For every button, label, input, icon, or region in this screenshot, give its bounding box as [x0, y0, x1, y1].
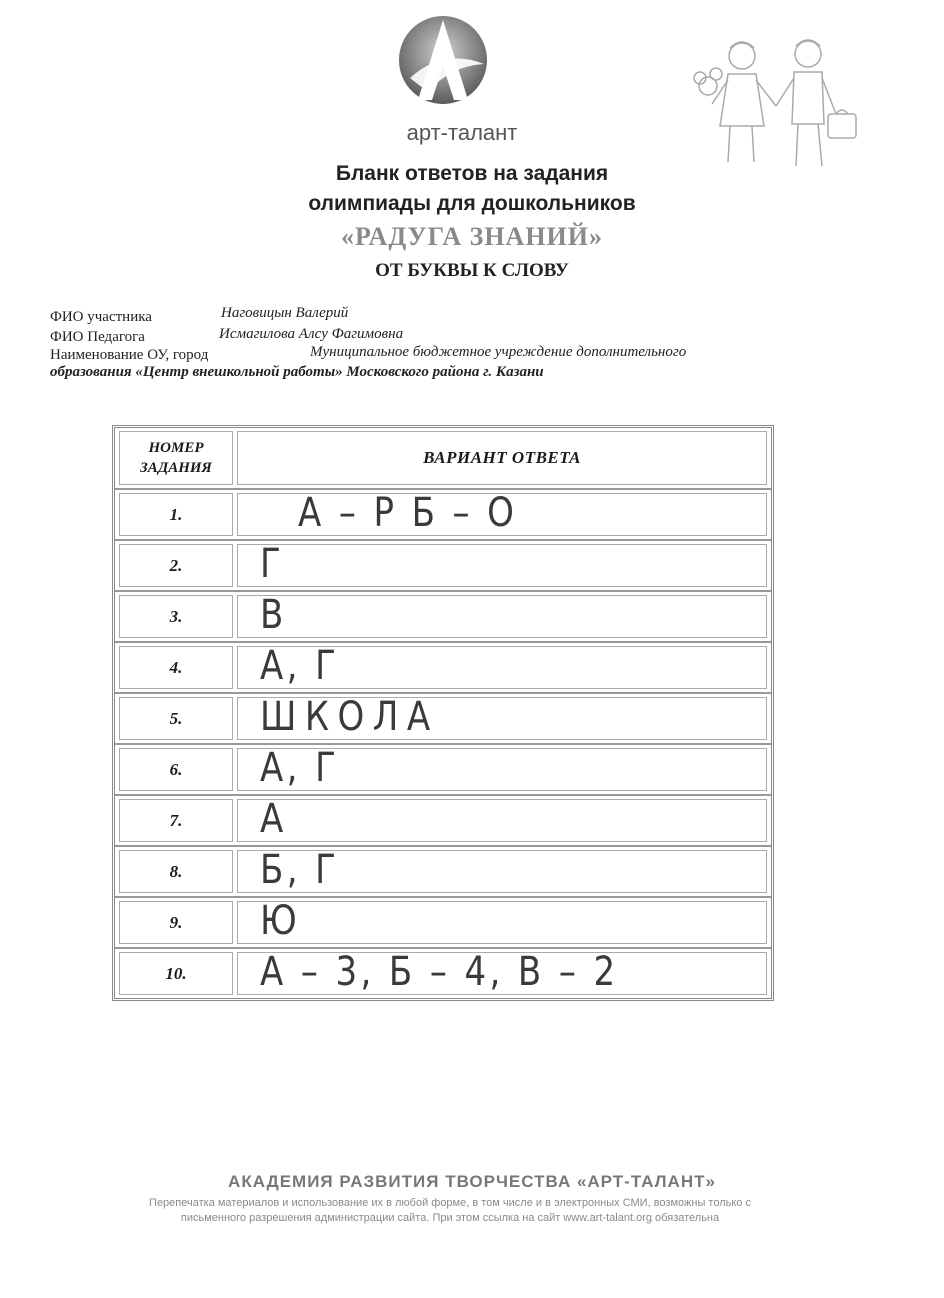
- table-row: [115, 796, 771, 847]
- task-number: 1.: [119, 493, 233, 536]
- handwritten-answer: Г: [260, 541, 285, 587]
- copyright-note: Перепечатка материалов и использование их в любой форме, в том числе и в электронных СМИ, возможны только с письменного разрешения администрации сайта. При этом ссылка на сайт www.art-talant.org обязательна: [149, 1197, 751, 1224]
- task-number: 4.: [119, 646, 233, 689]
- art-talant-logo-icon: [388, 8, 498, 118]
- schoolchildren-illustration-icon: [690, 34, 860, 174]
- organization-label: Наименование ОУ, город: [50, 347, 209, 363]
- olympiad-name: «РАДУГА ЗНАНИЙ»: [341, 222, 603, 251]
- table-row: [115, 949, 771, 998]
- task-number: 10.: [119, 952, 233, 995]
- topic-title: ОТ БУКВЫ К СЛОВУ: [375, 260, 569, 281]
- handwritten-answer: А, Г: [260, 643, 340, 689]
- column-header-answer: ВАРИАНТ ОТВЕТА: [237, 431, 767, 485]
- column-header-number: НОМЕР ЗАДАНИЯ: [119, 431, 233, 485]
- table-row: [115, 490, 771, 541]
- handwritten-answer: В: [260, 592, 287, 638]
- organization-name-line2: образования «Центр внешкольной работы» Московского района г. Казани: [50, 364, 544, 380]
- handwritten-answer: А – 3, Б – 4, В – 2: [260, 949, 619, 995]
- answer-field: [237, 898, 767, 944]
- answer-field: [237, 694, 767, 740]
- form-subtitle: олимпиады для дошкольников: [308, 192, 636, 215]
- task-number: 6.: [119, 748, 233, 791]
- handwritten-answer: А – Р Б – О: [298, 490, 518, 536]
- answer-field: [237, 592, 767, 638]
- handwritten-answer: А: [260, 796, 287, 842]
- answer-field: [237, 949, 767, 995]
- answer-field: [237, 745, 767, 791]
- table-header-row: [115, 428, 771, 490]
- answer-field: [237, 490, 767, 536]
- table-row: [115, 694, 771, 745]
- answer-field: [237, 643, 767, 689]
- handwritten-answer: А, Г: [260, 745, 340, 791]
- task-number: 8.: [119, 850, 233, 893]
- table-row: [115, 592, 771, 643]
- task-number: 3.: [119, 595, 233, 638]
- task-number: 9.: [119, 901, 233, 944]
- task-number: 5.: [119, 697, 233, 740]
- answer-field: [237, 847, 767, 893]
- participant-name: Наговицын Валерий: [221, 305, 349, 321]
- table-row: [115, 898, 771, 949]
- brand-name: арт-талант: [406, 120, 518, 145]
- handwritten-answer: Б, Г: [260, 847, 340, 893]
- task-number: 2.: [119, 544, 233, 587]
- answer-field: [237, 796, 767, 842]
- answer-field: [237, 541, 767, 587]
- handwritten-answer: Ю: [260, 898, 301, 944]
- teacher-label: ФИО Педагога: [50, 329, 145, 345]
- task-number: 7.: [119, 799, 233, 842]
- table-row: [115, 541, 771, 592]
- teacher-name: Исмагилова Алсу Фагимовна: [219, 326, 404, 342]
- table-row: [115, 745, 771, 796]
- participant-label: ФИО участника: [50, 309, 152, 325]
- table-row: [115, 643, 771, 694]
- form-title: Бланк ответов на задания: [335, 162, 609, 185]
- table-row: [115, 847, 771, 898]
- academy-name: АКАДЕМИЯ РАЗВИТИЯ ТВОРЧЕСТВА «АРТ-ТАЛАНТ»: [228, 1172, 716, 1191]
- handwritten-answer: ШКОЛА: [260, 694, 439, 740]
- answer-table: [112, 425, 774, 1001]
- organization-name-line1: Муниципальное бюджетное учреждение дополнительного: [310, 344, 687, 360]
